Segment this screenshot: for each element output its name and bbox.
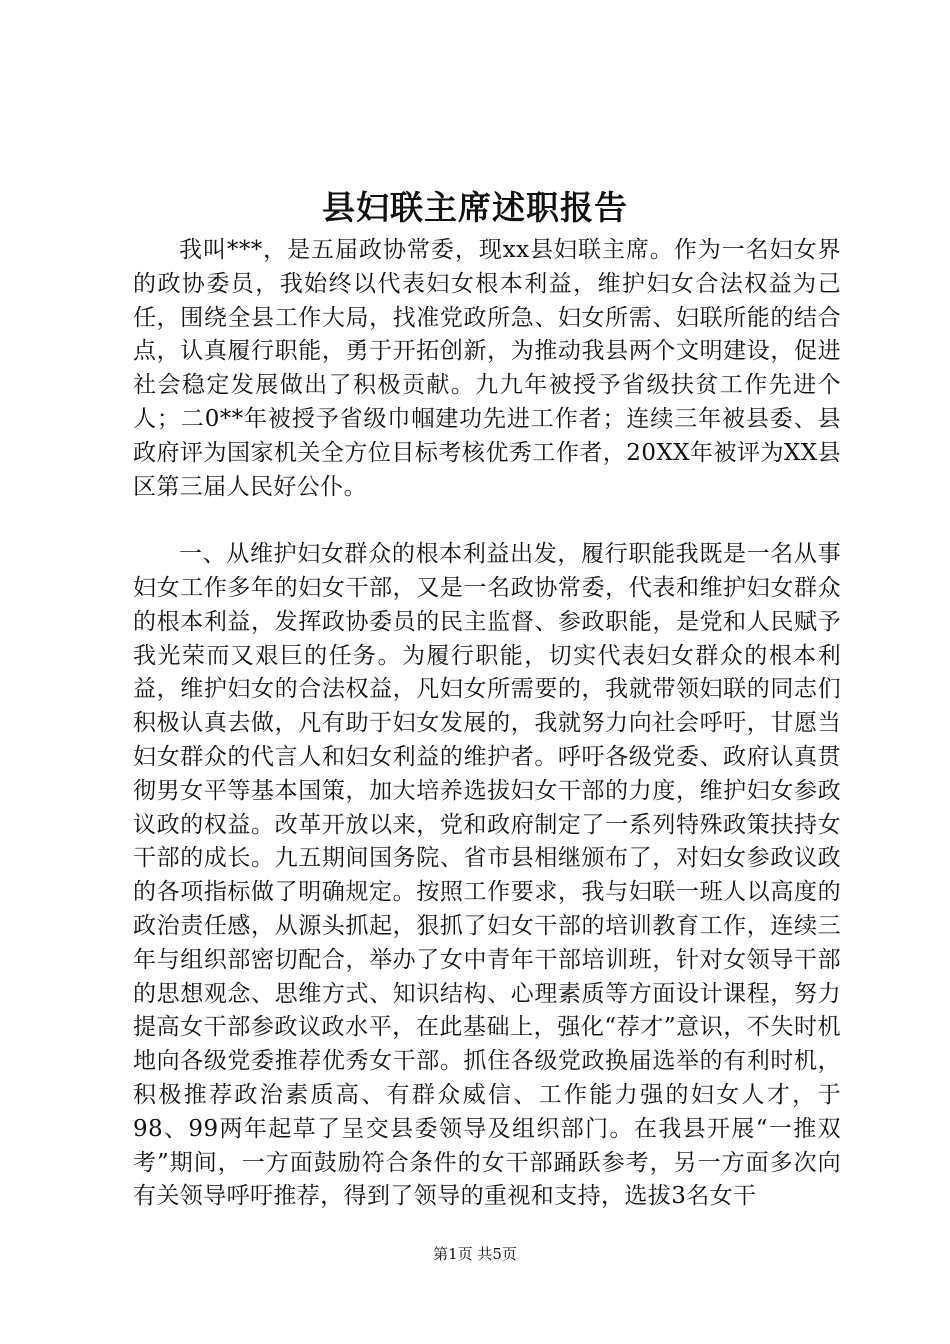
paragraph-intro: 我叫***，是五届政协常委，现xx县妇联主席。作为一名妇女界的政协委员，我始终以代表妇女根本利益，维护妇女合法权益为己任，围绕全县工作大局，找准党政所急、妇女所需、妇联所能的结合点，认真履行职能，勇于开拓创新，为推动我县两个文明建设，促进社会稳定发展做出了积极贡献。九九年被授予省级扶贫工作先进个人；二0**年被授予省级巾帼建功先进工作者；连续三年被县委、县政府评为国家机关全方位目标考核优秀工作者，20XX年被评为XX县区第三届人民好公仆。 [133, 237, 841, 500]
document-title: 县妇联主席述职报告 [322, 188, 628, 227]
paragraph-section-one: 一、从维护妇女群众的根本利益出发，履行职能我既是一名从事妇女工作多年的妇女干部，又是一名政协常委，代表和维护妇女群众的根本利益，发挥政协委员的民主监督、参政职能，是党和人民赋予我光荣而又艰巨的任务。为履行职能，切实代表妇女群众的根本利益，维护妇女的合法权益，凡妇女所需要的，我就带领妇联的同志们积极认真去做，凡有助于妇女发展的，我就努力向社会呼吁，甘愿当妇女群众的代言人和妇女利益的维护者。呼吁各级党委、政府认真贯彻男女平等基本国策，加大培养选拔妇女干部的力度，维护妇女参政议政的权益。改革开放以来，党和政府制定了一系列特殊政策扶持女干部的成长。九五期间国务院、省市县相继颁布了，对妇女参政议政的各项指标做了明确规定。按照工作要求，我与妇联一班人以高度的政治责任感，从源头抓起，狠抓了妇女干部的培训教育工作，连续三年与组织部密切配合，举办了女中青年干部培训班，针对女领导干部的思想观念、思维方式、知识结构、心理素质等方面设计课程，努力提高女干部参政议政水平，在此基础上，强化“荐才”意识，不失时机地向各级党委推荐优秀女干部。抓住各级党政换届选举的有利时机，积极推荐政治素质高、有群众威信、工作能力强的妇女人才，于98、99两年起草了呈交县委领导及组织部门。在我县开展“一推双考”期间，一方面鼓励符合条件的女干部踊跃参考，另一方面多次向有关领导呼吁推荐，得到了领导的重视和支持，选拔3名女干 [133, 541, 841, 1210]
page-number: 第1页 共5页 [433, 1245, 517, 1263]
document-body [133, 234, 841, 1214]
